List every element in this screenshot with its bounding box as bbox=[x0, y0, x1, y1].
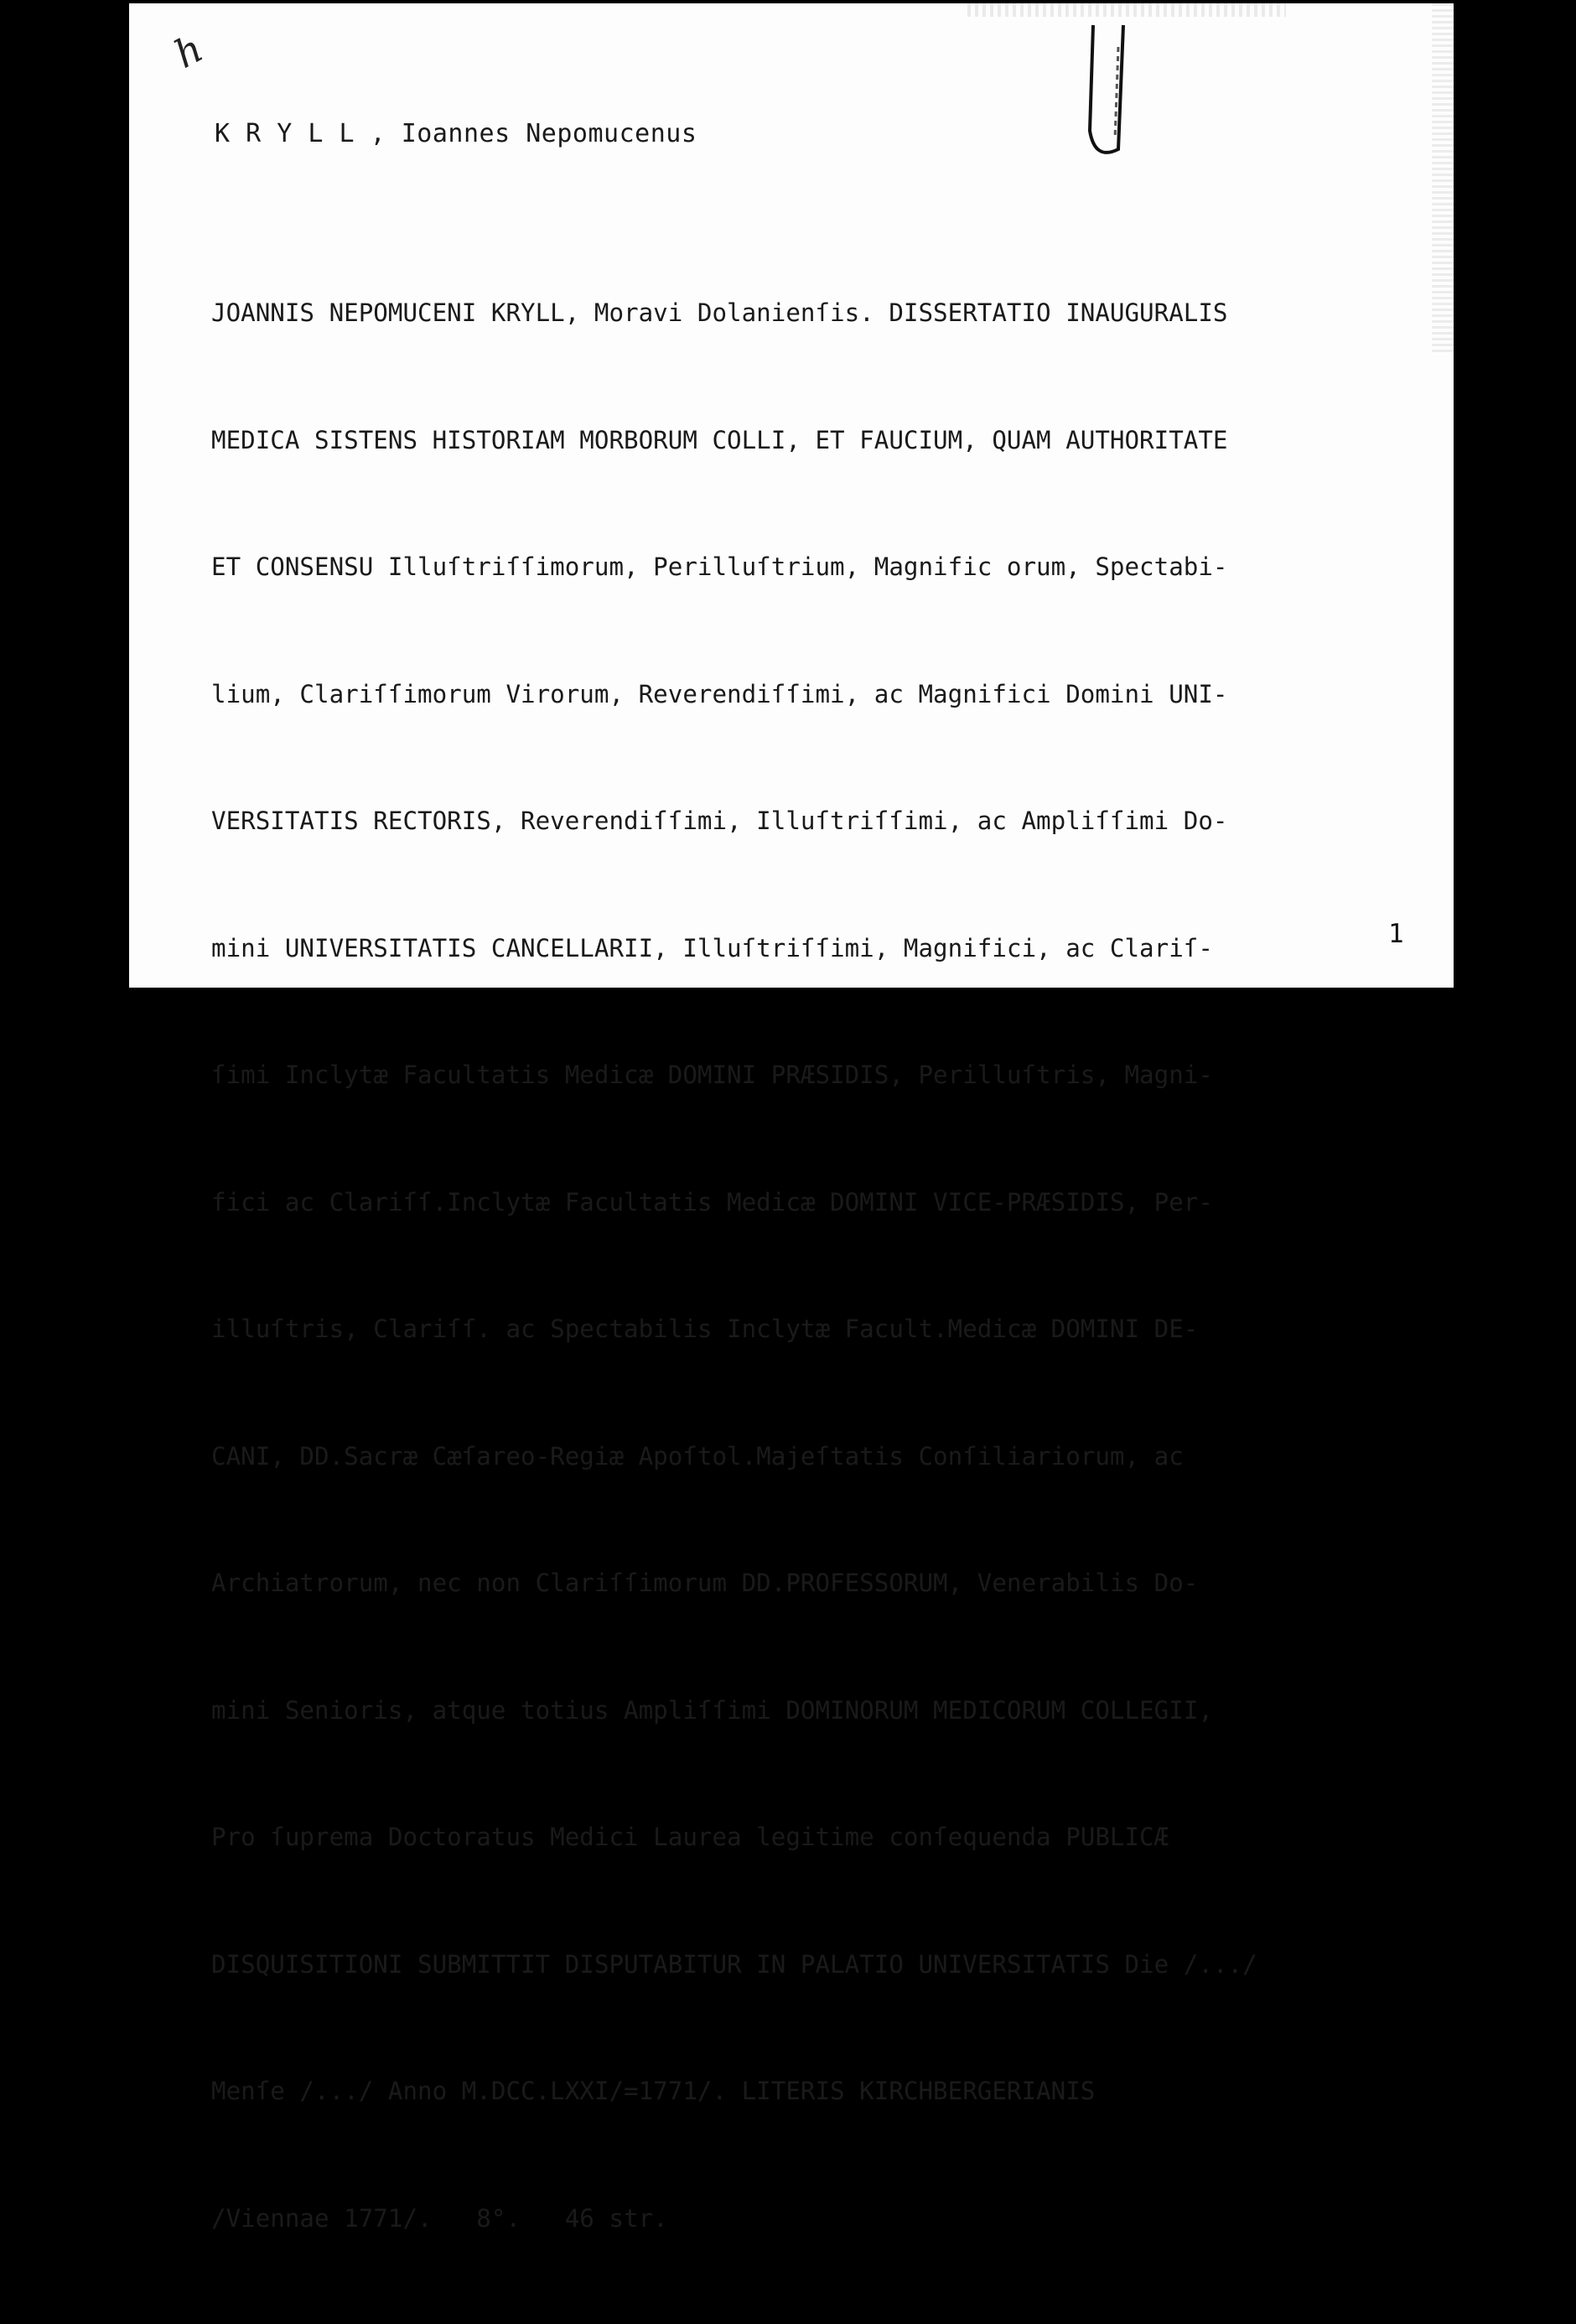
description-line: CANI, DD.Sacræ Cæſareo-Regiæ Apoſtol.Majeſtatis Conſiliariorum, ac bbox=[211, 1441, 1184, 1471]
description-line: /Viennae 1771/. 8°. 46 str. bbox=[211, 2203, 668, 2233]
bibliographic-description bbox=[211, 207, 1257, 2324]
description-line: illuſtris, Clariſſ. ac Spectabilis Inclytæ Facult.Medicæ DOMINI DE- bbox=[211, 1315, 1199, 1343]
handwritten-initials: h bbox=[167, 25, 210, 77]
description-line: Pro ſuprema Doctoratus Medici Laurea legitime conſequenda PUBLICÆ bbox=[211, 1823, 1169, 1851]
description-line: lium, Clariſſimorum Virorum, Reverendiſſimi, ac Magnifici Domini UNI- bbox=[211, 679, 1228, 708]
description-line: mini Senioris, atque totius Ampliſſimi DOMINORUM MEDICORUM COLLEGII, bbox=[211, 1695, 1213, 1725]
pencil-mark-icon bbox=[1081, 13, 1130, 156]
description-line: Archiatrorum, nec non Clariſſimorum DD.PROFESSORUM, Venerabilis Do- bbox=[211, 1569, 1199, 1597]
card-heading: K R Y L L , Ioannes Nepomucenus bbox=[215, 119, 697, 148]
description-line: fici ac Clariſſ.Inclytæ Facultatis Medicæ DOMINI VICE-PRÆSIDIS, Per- bbox=[211, 1187, 1213, 1216]
description-line: ET CONSENSU Illuſtriſſimorum, Perilluſtrium, Magnific orum, Spectabi- bbox=[211, 552, 1228, 581]
description-line: JOANNIS NEPOMUCENI KRYLL, Moravi Dolanienſis. DISSERTATIO INAUGURALIS bbox=[211, 298, 1228, 327]
catalog-card bbox=[129, 3, 1454, 2233]
description-line: DISQUISITIONI SUBMITTIT DISPUTABITUR IN PALATIO UNIVERSITATIS Die /.../ bbox=[211, 1949, 1257, 1979]
card-edge-texture bbox=[1432, 3, 1454, 355]
description-line: MEDICA SISTENS HISTORIAM MORBORUM COLLI, ET FAUCIUM, QUAM AUTHORITATE bbox=[211, 425, 1228, 454]
description-line: Menſe /.../ Anno M.DCC.LXXI/=1771/. LITERIS KIRCHBERGERIANIS bbox=[211, 2077, 1096, 2105]
page-number: 1 bbox=[1388, 919, 1404, 949]
description-line: VERSITATIS RECTORIS, Reverendiſſimi, Illuſtriſſimi, ac Ampliſſimi Do- bbox=[211, 807, 1228, 835]
description-line: mini UNIVERSITATIS CANCELLARII, Illuſtriſſimi, Magnifici, ac Clariſ- bbox=[211, 933, 1213, 962]
description-line: ſimi Inclytæ Facultatis Medicæ DOMINI PRÆSIDIS, Perilluſtris, Magni- bbox=[211, 1061, 1213, 1089]
